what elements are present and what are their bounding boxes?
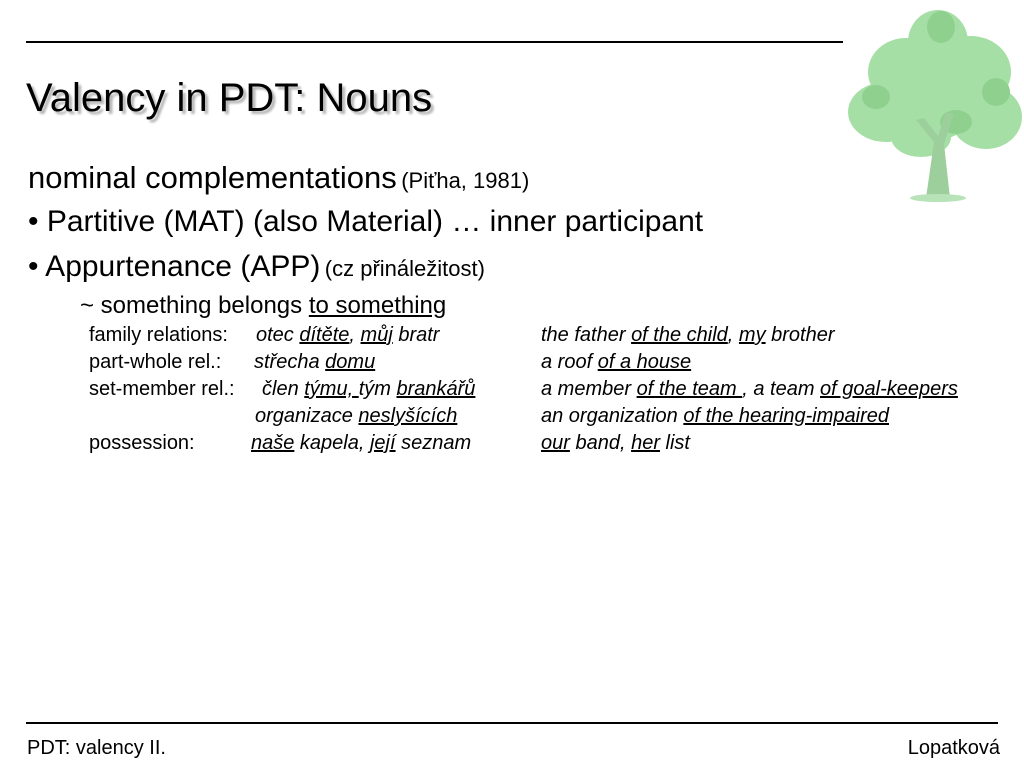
example-english-part: a member (541, 378, 637, 400)
example-czech (251, 432, 471, 455)
footer-right: Lopatková (907, 737, 1000, 759)
example-czech-part: otec (256, 324, 300, 346)
example-english-part: , a team (742, 378, 821, 400)
tree-illustration (846, 2, 1024, 202)
example-czech-part: střecha (254, 351, 326, 373)
example-czech-part: kapela, (294, 432, 370, 454)
nominal-ref: (Piťha, 1981) (401, 168, 530, 193)
example-czech-part: domu (325, 351, 376, 373)
example-czech-part: člen (262, 378, 305, 400)
appurtenance-text: • Appurtenance (APP) (28, 250, 321, 283)
example-label: family relations: (89, 324, 228, 346)
example-english-part: brother (765, 324, 835, 346)
example-czech-part: můj (360, 324, 393, 346)
example-czech-part: tým (358, 378, 397, 400)
example-english-part: our (541, 432, 570, 454)
example-czech (254, 351, 375, 374)
example-czech-part: bratr (392, 324, 440, 346)
example-english-part: her (631, 432, 660, 454)
top-rule (26, 41, 843, 43)
example-czech-part: týmu, (304, 378, 359, 400)
example-english-part: of the hearing-impaired (683, 405, 890, 427)
partitive-line (28, 205, 703, 239)
example-czech-part: organizace (255, 405, 359, 427)
example-czech-part: seznam (395, 432, 472, 454)
example-czech (255, 405, 457, 428)
example-czech-part: dítěte (299, 324, 350, 346)
example-english (541, 432, 690, 455)
example-english-part: my (738, 324, 766, 346)
nominal-text: nominal complementations (28, 160, 397, 195)
example-czech (262, 378, 475, 401)
example-label: part-whole rel.: (89, 351, 222, 373)
example-english-part: a roof (541, 351, 598, 373)
example-label: set-member rel.: (89, 378, 235, 400)
belongs-line (80, 292, 446, 320)
example-czech-part: neslyšících (358, 405, 458, 427)
bottom-rule (26, 722, 998, 724)
belongs-underlined: to something (308, 292, 447, 319)
example-english-part: band, (569, 432, 632, 454)
appurtenance-note: (cz přináležitost) (324, 256, 485, 281)
nominal-line (28, 160, 529, 196)
example-english-part: the father (541, 324, 632, 346)
example-english-part: of goal-keepers (820, 378, 958, 400)
example-czech-part: její (369, 432, 396, 454)
slide-title: Valency in PDT: Nouns (26, 76, 433, 120)
example-czech-part: , (349, 324, 361, 346)
example-english-part: of the team (636, 378, 743, 400)
example-english (541, 324, 835, 347)
example-english-part: of the child (631, 324, 728, 346)
example-label: possession: (89, 432, 195, 454)
example-english-part: list (659, 432, 690, 454)
footer-left: PDT: valency II. (27, 737, 166, 759)
partitive-text: • Partitive (MAT) (also Material) … inner participant (28, 205, 704, 238)
appurtenance-line (28, 250, 485, 284)
example-english-part: of a house (597, 351, 692, 373)
example-english-part: an organization (541, 405, 684, 427)
belongs-prefix: ~ something belongs (80, 292, 303, 319)
example-english (541, 378, 958, 401)
example-czech-part: brankářů (396, 378, 476, 400)
example-english (541, 351, 691, 374)
example-english-part: , (727, 324, 739, 346)
example-english (541, 405, 889, 428)
example-czech-part: naše (251, 432, 295, 454)
example-czech (256, 324, 439, 347)
